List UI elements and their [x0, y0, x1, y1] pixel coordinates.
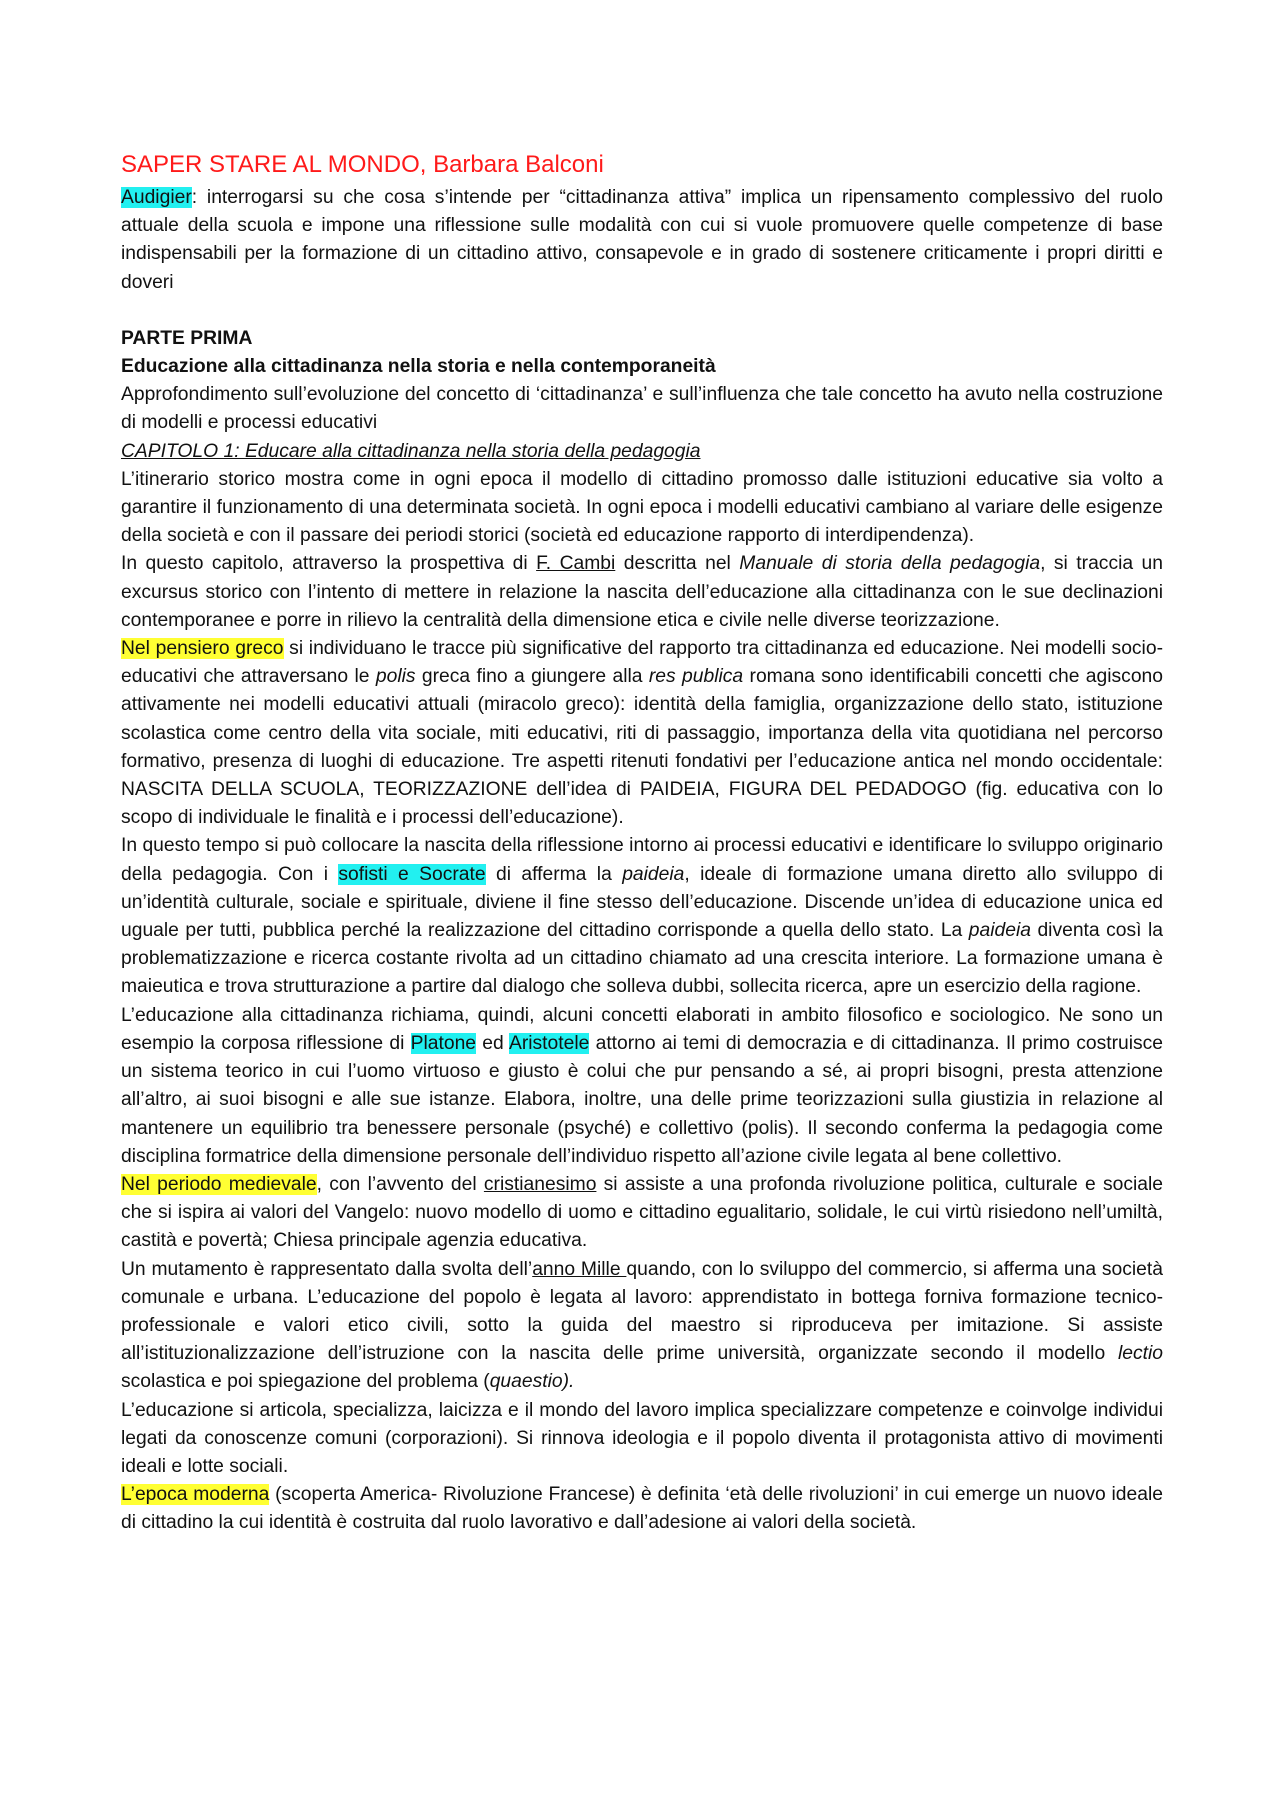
highlight-platone: Platone	[410, 1032, 477, 1054]
intro-paragraph: Audigier: interrogarsi su che cosa s’intende per “cittadinanza attiva” implica un ripensamento complessivo del ruolo attuale della scuola e impone una riflessione sulle modalità con cui si vuole promuovere quelle competenze di base indispensabili per la formazione di un cittadino attivo, consapevole e in grado di sostenere criticamente i propri diritti e doveri	[121, 187, 1163, 293]
part-subtitle: Educazione alla cittadinanza nella storia e nella contemporaneità	[121, 356, 716, 378]
paragraph-greek: Nel pensiero greco si individuano le tracce più significative del rapporto tra cittadinanza ed educazione. Nei modelli socio-educativi che attraversano le polis greca fino a giungere alla res publica romana sono identificabili concetti che agiscono attivamente nei modelli educativi attuali (miracolo greco): identità della famiglia, organizzazione dello stato, istituzione scolastica come centro della vita sociale, miti educativi, riti di passaggio, importanza della vita quotidiana nel percorso formativo, presenza di luoghi di educazione. Tre aspetti ritenuti fondativi per l’educazione antica nel mondo occidentale: NASCITA DELLA SCUOLA, TEORIZZAZIONE dell’idea di PAIDEIA, FIGURA DEL PEDADOGO (fig. educativa con lo scopo di individuale le finalità e i processi dell’educazione).	[121, 638, 1163, 829]
highlight-modern-era: L’epoca moderna	[121, 1484, 270, 1506]
highlight-aristotele: Aristotele	[508, 1032, 590, 1054]
paragraph-corporazioni: L’educazione si articola, specializza, laicizza e il mondo del lavoro implica specializzare competenze e coinvolge individui legati da conoscenze comuni (corporazioni). Si rinnova ideologia e il popolo diventa il protagonista attivo di movimenti ideali e lotte sociali.	[121, 1399, 1163, 1477]
paragraph-modern: L’epoca moderna (scoperta America- Rivoluzione Francese) è definita ‘età delle rivoluzioni’ in cui emerge un nuovo ideale di cittadino la cui identità è costruita dal ruolo lavorativo e dall’adesione ai valori della società.	[121, 1484, 1163, 1534]
paragraph-anno-mille: Un mutamento è rappresentato dalla svolta dell’anno Mille quando, con lo sviluppo del commercio, si afferma una società comunale e urbana. L’educazione del popolo è legata al lavoro: apprendistato in bottega forniva formazione tecnico-professionale e valori etico civili, sotto la guida del maestro si riproduceva per imitazione. Si assiste all’istituzionalizzazione dell’istruzione con la nascita delle prime università, organizzate secondo il modello lectio scolastica e poi spiegazione del problema (quaestio).	[121, 1258, 1163, 1393]
paragraph-platone-aristotele: L’educazione alla cittadinanza richiama, quindi, alcuni concetti elaborati in ambito filosofico e sociologico. Ne sono un esempio la corposa riflessione di Platone ed Aristotele attorno ai temi di democrazia e di cittadinanza. Il primo costruisce un sistema teorico in cui l’uomo virtuoso e giusto è colui che pur pensando a sé, ai propri bisogni, presta attenzione all’altro, ai suoi bisogni e alle sue istanze. Elabora, inoltre, una delle prime teorizzazioni sulla giustizia in relazione al mantenere un equilibrio tra benessere personale (psyché) e collettivo (polis). Il secondo conferma la pedagogia come disciplina formatrice della dimensione personale dell’individuo rispetto all’azione civile legata al bene collettivo.	[121, 1004, 1164, 1167]
chapter-title: CAPITOLO 1: Educare alla cittadinanza nella storia della pedagogia	[121, 440, 701, 462]
paragraph-1: L’itinerario storico mostra come in ogni epoca il modello di cittadino promosso dalle istituzioni educative sia volto a garantire il funzionamento di una determinata società. In ogni epoca i modelli educativi cambiano al variare delle esigenze della società e con il passare dei periodi storici (società ed educazione rapporto di interdipendenza).	[121, 468, 1163, 547]
part-title: PARTE PRIMA	[121, 327, 253, 349]
spacer	[121, 297, 1163, 325]
author-cambi: F. Cambi	[536, 553, 616, 575]
highlight-sofisti-socrate: sofisti e Socrate	[338, 863, 486, 885]
paragraph-paideia: In questo tempo si può collocare la nascita della riflessione intorno ai processi educativi e identificare lo sviluppo originario della pedagogia. Con i sofisti e Socrate di afferma la paideia, ideale di formazione umana diretto allo sviluppo di un’identità culturale, sociale e spirituale, diviene il fine stesso dell’educazione. Discende un’idea di educazione unica ed uguale per tutti, pubblica perché la realizzazione del cittadino corrisponde a quella dello stato. La paideia diventa così la problematizzazione e ricerca costante rivolta ad un cittadino chiamato ad una crescita interiore. La formazione umana è maieutica e trova strutturazione a partire dal dialogo che solleva dubbi, sollecita ricerca, apre un esercizio della ragione.	[121, 835, 1163, 998]
paragraph-2: In questo capitolo, attraverso la prospettiva di F. Cambi descritta nel Manuale di storia della pedagogia, si traccia un excursus storico con l’intento di mettere in relazione la nascita dell’educazione alla cittadinanza con le sue declinazioni contemporanee e porre in rilievo la centralità della dimensione etica e civile nelle diverse teorizzazione.	[121, 553, 1164, 631]
highlight-audigier: Audigier	[121, 187, 192, 208]
document-title: SAPER STARE AL MONDO, Barbara Balconi	[121, 151, 604, 178]
paragraph-medieval: Nel periodo medievale, con l’avvento del cristianesimo si assiste a una profonda rivoluzione politica, culturale e sociale che si ispira ai valori del Vangelo: nuovo modello di uomo e cittadino egualitario, solidale, le cui virtù risiedono nell’umiltà, castità e povertà; Chiesa principale agenzia educativa.	[121, 1173, 1163, 1252]
highlight-greek-thought: Nel pensiero greco	[121, 638, 284, 660]
highlight-medieval: Nel periodo medievale	[121, 1173, 317, 1195]
part-description: Approfondimento sull’evoluzione del concetto di ‘cittadinanza’ e sull’influenza che tale concetto ha avuto nella costruzione di modelli e processi educativi	[121, 384, 1163, 434]
book-title: Manuale di storia della pedagogia	[739, 553, 1041, 575]
